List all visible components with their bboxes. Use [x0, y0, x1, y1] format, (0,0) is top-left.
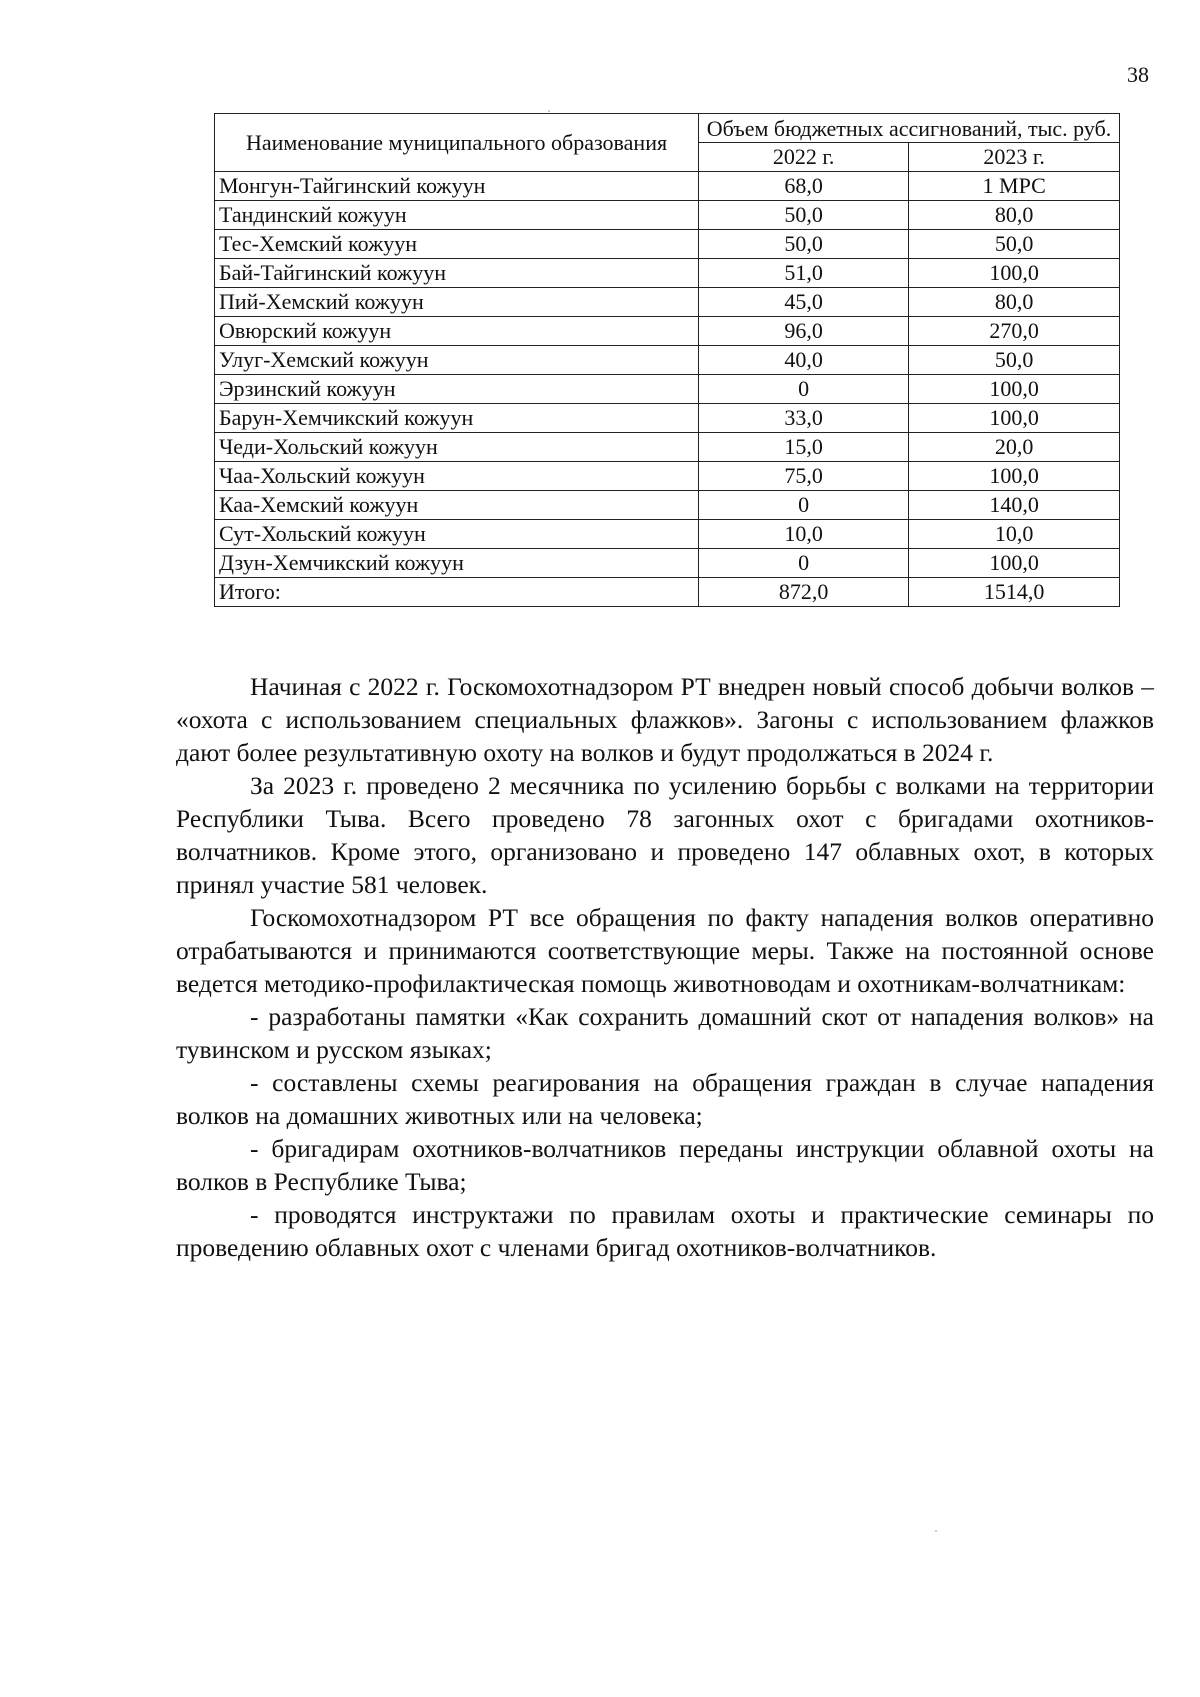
list-item: - бригадирам охотников-волчатников переданы инструкции облавной охоты на волков в Республике Тыва; [176, 1134, 1154, 1196]
value-2023-cell: 10,0 [909, 520, 1120, 549]
table-row [215, 172, 1120, 201]
municipality-cell: Улуг-Хемский кожуун [215, 346, 699, 375]
header-year-2022: 2022 г. [699, 143, 909, 172]
value-2022-cell: 10,0 [699, 520, 909, 549]
table-row [215, 259, 1120, 288]
value-2023-cell: 140,0 [909, 491, 1120, 520]
value-2022-cell: 0 [699, 549, 909, 578]
municipality-cell: Эрзинский кожуун [215, 375, 699, 404]
value-2022-cell: 15,0 [699, 433, 909, 462]
municipality-cell: Монгун-Тайгинский кожуун [215, 172, 699, 201]
municipality-cell: Барун-Хемчикский кожуун [215, 404, 699, 433]
table-row [215, 375, 1120, 404]
value-2022-cell: 96,0 [699, 317, 909, 346]
paragraph: Начиная с 2022 г. Госкомохотнадзором РТ внедрен новый способ добычи волков – «охота с использованием специальных флажков». Загоны с использованием флажков дают более результативную охоту на волков и будут продолжаться в 2024 г. [176, 672, 1154, 767]
header-municipality: Наименование муниципального образования [215, 114, 699, 172]
value-2022-cell: 50,0 [699, 230, 909, 259]
table-row [215, 520, 1120, 549]
scan-speck [935, 1530, 937, 1532]
municipality-cell: Сут-Хольский кожуун [215, 520, 699, 549]
list-item: - проводятся инструктажи по правилам охоты и практические семинары по проведению облавных охот с членами бригад охотников-волчатников. [176, 1200, 1154, 1262]
value-2022-cell: 0 [699, 375, 909, 404]
value-2023-cell: 100,0 [909, 259, 1120, 288]
value-2023-cell: 50,0 [909, 230, 1120, 259]
value-2023-cell: 1514,0 [909, 578, 1120, 607]
table-total-row [215, 578, 1120, 607]
value-2023-cell: 80,0 [909, 201, 1120, 230]
value-2023-cell: 100,0 [909, 375, 1120, 404]
municipality-cell: Дзун-Хемчикский кожуун [215, 549, 699, 578]
table-row [215, 462, 1120, 491]
value-2022-cell: 50,0 [699, 201, 909, 230]
value-2023-cell: 20,0 [909, 433, 1120, 462]
municipality-cell: Бай-Тайгинский кожуун [215, 259, 699, 288]
table-row [215, 404, 1120, 433]
table-row [215, 549, 1120, 578]
table-body [215, 172, 1120, 607]
table-row [215, 288, 1120, 317]
value-2022-cell: 51,0 [699, 259, 909, 288]
table-row [215, 201, 1120, 230]
municipality-cell: Тандинский кожуун [215, 201, 699, 230]
list-item: - разработаны памятки «Как сохранить домашний скот от нападения волков» на тувинском и русском языках; [176, 1002, 1154, 1064]
value-2022-cell: 33,0 [699, 404, 909, 433]
municipality-cell: Чеди-Хольский кожуун [215, 433, 699, 462]
table-row [215, 491, 1120, 520]
value-2023-cell: 1 МРС [909, 172, 1120, 201]
value-2023-cell: 270,0 [909, 317, 1120, 346]
table-row [215, 230, 1120, 259]
value-2022-cell: 45,0 [699, 288, 909, 317]
scan-speck [548, 110, 550, 112]
table-header-row [215, 114, 1120, 143]
table-row [215, 346, 1120, 375]
value-2023-cell: 100,0 [909, 404, 1120, 433]
value-2023-cell: 100,0 [909, 549, 1120, 578]
body-text [176, 670, 1154, 1264]
table-row [215, 317, 1120, 346]
value-2023-cell: 100,0 [909, 462, 1120, 491]
paragraph: За 2023 г. проведено 2 месячника по усилению борьбы с волками на территории Республики Тыва. Всего проведено 78 загонных охот с бригадами охотников-волчатников. Кроме этого, организовано и проведено 147 облавных охот, в которых принял участие 581 человек. [176, 771, 1154, 899]
table-row [215, 433, 1120, 462]
list-item: - составлены схемы реагирования на обращения граждан в случае нападения волков на домашних животных или на человека; [176, 1068, 1154, 1130]
municipality-cell: Итого: [215, 578, 699, 607]
value-2022-cell: 75,0 [699, 462, 909, 491]
paragraph: Госкомохотнадзором РТ все обращения по факту нападения волков оперативно отрабатываются и принимаются соответствующие меры. Также на постоянной основе ведется методико-профилактическая помощь животноводам и охотникам-волчатникам: [176, 903, 1154, 998]
municipality-cell: Чаа-Хольский кожуун [215, 462, 699, 491]
value-2022-cell: 68,0 [699, 172, 909, 201]
municipality-cell: Каа-Хемский кожуун [215, 491, 699, 520]
page-number: 38 [1127, 62, 1149, 87]
value-2023-cell: 50,0 [909, 346, 1120, 375]
header-year-2023: 2023 г. [909, 143, 1120, 172]
municipality-cell: Овюрский кожуун [215, 317, 699, 346]
header-budget-volume: Объем бюджетных ассигнований, тыс. руб. [699, 114, 1120, 143]
municipality-cell: Пий-Хемский кожуун [215, 288, 699, 317]
value-2022-cell: 872,0 [699, 578, 909, 607]
value-2022-cell: 0 [699, 491, 909, 520]
value-2023-cell: 80,0 [909, 288, 1120, 317]
value-2022-cell: 40,0 [699, 346, 909, 375]
municipality-cell: Тес-Хемский кожуун [215, 230, 699, 259]
budget-table [214, 113, 1120, 607]
